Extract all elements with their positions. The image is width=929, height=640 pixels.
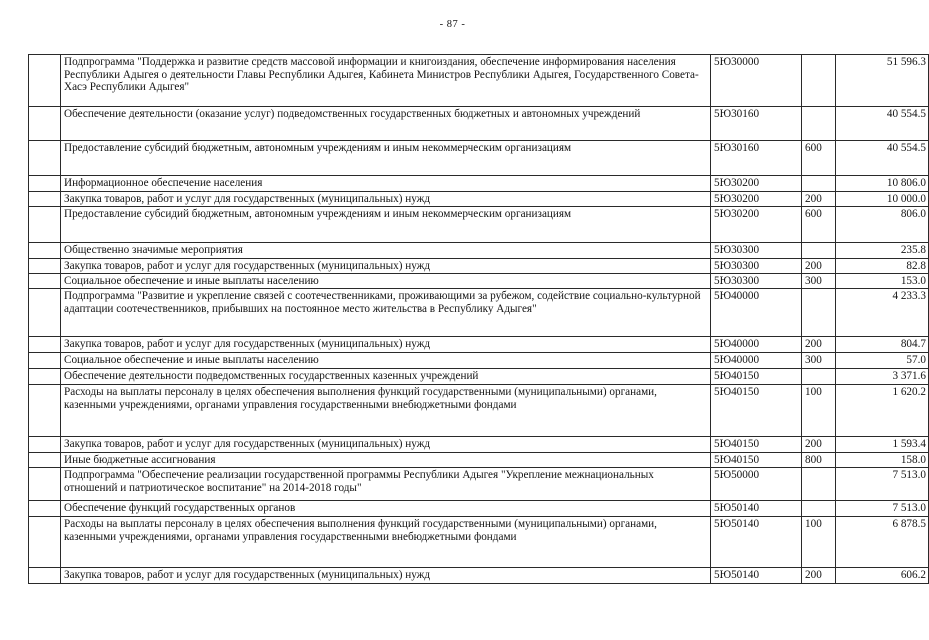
blank-cell bbox=[29, 259, 61, 274]
row-name: Общественно значимые мероприятия bbox=[61, 243, 711, 259]
row-amount: 235.8 bbox=[836, 243, 929, 259]
blank-cell bbox=[29, 568, 61, 584]
row-expense-type: 800 bbox=[802, 453, 836, 468]
row-code: 5Ю30300 bbox=[711, 274, 802, 289]
row-amount: 10 806.0 bbox=[836, 176, 929, 192]
row-amount: 40 554.5 bbox=[836, 107, 929, 141]
blank-cell bbox=[29, 353, 61, 369]
row-name: Иные бюджетные ассигнования bbox=[61, 453, 711, 468]
row-name: Подпрограмма "Обеспечение реализации государственной программы Республики Адыгея "Укрепление межнациональных отношений и патриотическое воспитание" на 2014-2018 годы" bbox=[61, 468, 711, 501]
blank-cell bbox=[29, 501, 61, 517]
blank-cell bbox=[29, 274, 61, 289]
blank-cell bbox=[29, 55, 61, 107]
row-amount: 40 554.5 bbox=[836, 141, 929, 176]
row-expense-type bbox=[802, 289, 836, 337]
row-code: 5Ю40150 bbox=[711, 437, 802, 453]
row-expense-type bbox=[802, 243, 836, 259]
blank-cell bbox=[29, 207, 61, 243]
row-code: 5Ю50140 bbox=[711, 568, 802, 584]
row-expense-type: 200 bbox=[802, 568, 836, 584]
row-name: Предоставление субсидий бюджетным, автономным учреждениям и иным некоммерческим организациям bbox=[61, 141, 711, 176]
table-row bbox=[29, 207, 929, 243]
row-expense-type bbox=[802, 501, 836, 517]
row-expense-type bbox=[802, 176, 836, 192]
row-code: 5Ю30200 bbox=[711, 192, 802, 207]
table-row bbox=[29, 259, 929, 274]
row-expense-type: 300 bbox=[802, 274, 836, 289]
row-name: Закупка товаров, работ и услуг для государственных (муниципальных) нужд bbox=[61, 259, 711, 274]
row-amount: 82.8 bbox=[836, 259, 929, 274]
blank-cell bbox=[29, 192, 61, 207]
table-row bbox=[29, 517, 929, 568]
row-expense-type bbox=[802, 55, 836, 107]
row-code: 5Ю40000 bbox=[711, 337, 802, 353]
row-code: 5Ю40150 bbox=[711, 453, 802, 468]
row-name: Подпрограмма "Развитие и укрепление связей с соотечественниками, проживающими за рубежом, содействие социально-культурной адаптации соотечественников, прибывших на постоянное место жительства в Республику Адыгея" bbox=[61, 289, 711, 337]
row-expense-type bbox=[802, 468, 836, 501]
row-name: Социальное обеспечение и иные выплаты населению bbox=[61, 353, 711, 369]
row-amount: 51 596.3 bbox=[836, 55, 929, 107]
row-amount: 6 878.5 bbox=[836, 517, 929, 568]
blank-cell bbox=[29, 107, 61, 141]
blank-cell bbox=[29, 385, 61, 437]
row-name: Обеспечение деятельности (оказание услуг) подведомственных государственных бюджетных и автономных учреждений bbox=[61, 107, 711, 141]
row-amount: 57.0 bbox=[836, 353, 929, 369]
table-row bbox=[29, 453, 929, 468]
table-row bbox=[29, 437, 929, 453]
row-expense-type: 100 bbox=[802, 517, 836, 568]
row-amount: 158.0 bbox=[836, 453, 929, 468]
blank-cell bbox=[29, 289, 61, 337]
row-code: 5Ю50140 bbox=[711, 517, 802, 568]
row-code: 5Ю30300 bbox=[711, 243, 802, 259]
row-name: Обеспечение деятельности подведомственных государственных казенных учреждений bbox=[61, 369, 711, 385]
row-expense-type: 200 bbox=[802, 259, 836, 274]
row-expense-type: 300 bbox=[802, 353, 836, 369]
row-name: Предоставление субсидий бюджетным, автономным учреждениям и иным некоммерческим организациям bbox=[61, 207, 711, 243]
table-row bbox=[29, 468, 929, 501]
row-code: 5Ю30000 bbox=[711, 55, 802, 107]
row-name: Закупка товаров, работ и услуг для государственных (муниципальных) нужд bbox=[61, 192, 711, 207]
row-expense-type: 600 bbox=[802, 207, 836, 243]
table-row bbox=[29, 568, 929, 584]
row-amount: 806.0 bbox=[836, 207, 929, 243]
row-name: Закупка товаров, работ и услуг для государственных (муниципальных) нужд bbox=[61, 437, 711, 453]
row-code: 5Ю40000 bbox=[711, 353, 802, 369]
row-name: Обеспечение функций государственных органов bbox=[61, 501, 711, 517]
page-number: - 87 - bbox=[439, 19, 466, 30]
row-amount: 804.7 bbox=[836, 337, 929, 353]
table-row bbox=[29, 141, 929, 176]
table-row bbox=[29, 243, 929, 259]
row-name: Расходы на выплаты персоналу в целях обеспечения выполнения функций государственными (муниципальными) органами, казенными учреждениями, органами управления государственными внебюджетными фондами bbox=[61, 517, 711, 568]
row-expense-type: 200 bbox=[802, 437, 836, 453]
row-code: 5Ю50140 bbox=[711, 501, 802, 517]
table-row bbox=[29, 385, 929, 437]
blank-cell bbox=[29, 437, 61, 453]
row-code: 5Ю30300 bbox=[711, 259, 802, 274]
row-name: Расходы на выплаты персоналу в целях обеспечения выполнения функций государственными (муниципальными) органами, казенными учреждениями, органами управления государственными внебюджетными фондами bbox=[61, 385, 711, 437]
table-row bbox=[29, 369, 929, 385]
row-name: Подпрограмма "Поддержка и развитие средств массовой информации и книгоиздания, обеспечение информирования населения Республики Адыгея о деятельности Главы Республики Адыгея, Кабинета Министров Республики Адыгея, Государственного Совета-Хасэ Республики Адыгея" bbox=[61, 55, 711, 107]
row-name: Информационное обеспечение населения bbox=[61, 176, 711, 192]
row-code: 5Ю30200 bbox=[711, 176, 802, 192]
row-expense-type: 200 bbox=[802, 192, 836, 207]
row-code: 5Ю30200 bbox=[711, 207, 802, 243]
table-row bbox=[29, 337, 929, 353]
row-amount: 7 513.0 bbox=[836, 468, 929, 501]
row-amount: 1 593.4 bbox=[836, 437, 929, 453]
row-code: 5Ю40150 bbox=[711, 369, 802, 385]
row-amount: 153.0 bbox=[836, 274, 929, 289]
blank-cell bbox=[29, 243, 61, 259]
blank-cell bbox=[29, 517, 61, 568]
blank-cell bbox=[29, 369, 61, 385]
row-amount: 7 513.0 bbox=[836, 501, 929, 517]
row-expense-type: 200 bbox=[802, 337, 836, 353]
row-amount: 3 371.6 bbox=[836, 369, 929, 385]
row-expense-type: 600 bbox=[802, 141, 836, 176]
blank-cell bbox=[29, 337, 61, 353]
table-row bbox=[29, 353, 929, 369]
row-expense-type bbox=[802, 369, 836, 385]
blank-cell bbox=[29, 468, 61, 501]
blank-cell bbox=[29, 176, 61, 192]
blank-cell bbox=[29, 141, 61, 176]
row-name: Закупка товаров, работ и услуг для государственных (муниципальных) нужд bbox=[61, 568, 711, 584]
row-amount: 10 000.0 bbox=[836, 192, 929, 207]
row-code: 5Ю30160 bbox=[711, 107, 802, 141]
blank-cell bbox=[29, 453, 61, 468]
row-amount: 4 233.3 bbox=[836, 289, 929, 337]
row-amount: 1 620.2 bbox=[836, 385, 929, 437]
row-expense-type bbox=[802, 107, 836, 141]
table-row bbox=[29, 289, 929, 337]
row-amount: 606.2 bbox=[836, 568, 929, 584]
row-code: 5Ю50000 bbox=[711, 468, 802, 501]
table-row bbox=[29, 274, 929, 289]
row-name: Социальное обеспечение и иные выплаты населению bbox=[61, 274, 711, 289]
table-row bbox=[29, 107, 929, 141]
table-row bbox=[29, 176, 929, 192]
row-expense-type: 100 bbox=[802, 385, 836, 437]
row-code: 5Ю30160 bbox=[711, 141, 802, 176]
table-row bbox=[29, 501, 929, 517]
table-row bbox=[29, 192, 929, 207]
row-code: 5Ю40150 bbox=[711, 385, 802, 437]
table-row bbox=[29, 55, 929, 107]
row-code: 5Ю40000 bbox=[711, 289, 802, 337]
row-name: Закупка товаров, работ и услуг для государственных (муниципальных) нужд bbox=[61, 337, 711, 353]
budget-table bbox=[28, 54, 929, 584]
